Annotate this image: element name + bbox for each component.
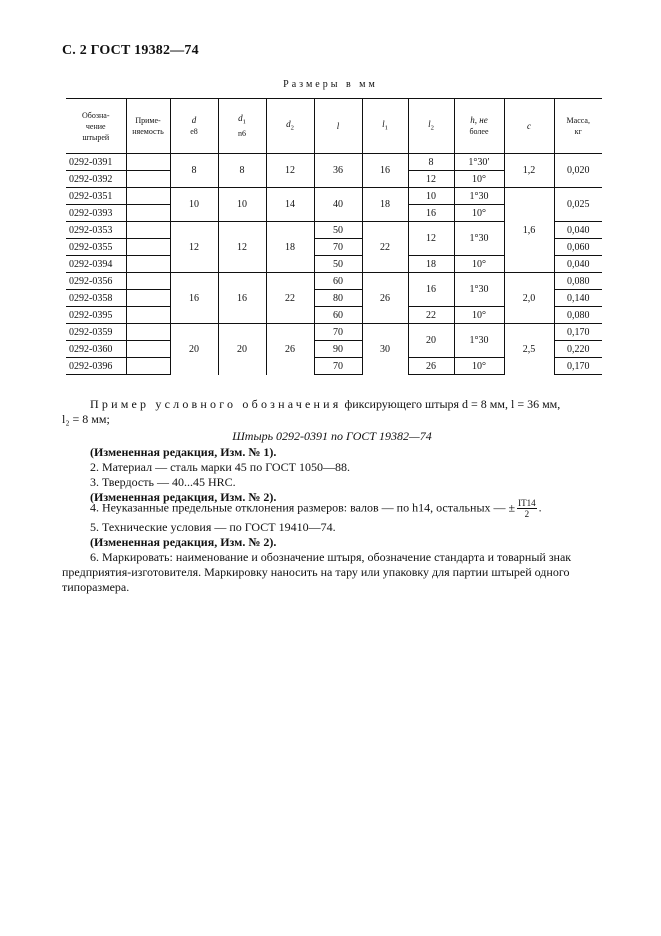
note-4-end: .: [538, 500, 542, 515]
cell-l: 50: [314, 222, 362, 239]
cell-c: 1,2: [504, 154, 554, 188]
page-header: С. 2 ГОСТ 19382—74: [62, 43, 199, 58]
cell-mass: 0,170: [554, 324, 602, 341]
cell-d1: 12: [218, 222, 266, 273]
note-5: 5. Технические условия — по ГОСТ 19410—74.: [90, 520, 336, 534]
example-designation: Штырь 0292-0391 по ГОСТ 19382—74: [232, 429, 432, 443]
cell-h: 10°: [454, 171, 504, 188]
cell-mass: 0,220: [554, 341, 602, 358]
cell-l2: 8: [408, 154, 454, 171]
cell-h: 10°: [454, 358, 504, 375]
cell-l: 50: [314, 256, 362, 273]
cell-l2: 12: [408, 222, 454, 256]
cell-d2: 18: [266, 222, 314, 273]
cell-l: 40: [314, 188, 362, 222]
cell-l: 70: [314, 358, 362, 375]
cell-code: 0292-0351: [66, 188, 126, 205]
cell-code: 0292-0394: [66, 256, 126, 273]
col-header-mass: Масса, кг: [554, 99, 602, 154]
cell-applicability: [126, 188, 170, 205]
cell-l: 70: [314, 239, 362, 256]
cell-c: 1,6: [504, 188, 554, 273]
cell-mass: 0,025: [554, 188, 602, 222]
cell-h: 1°30: [454, 222, 504, 256]
example-block: [90, 397, 602, 412]
table-caption: Размеры в мм: [283, 79, 378, 90]
example-rest: фиксирующего штыря d = 8 мм, l = 36 мм,: [341, 397, 561, 411]
cell-l2: 16: [408, 205, 454, 222]
cell-l1: 16: [362, 154, 408, 188]
cell-l: 80: [314, 290, 362, 307]
fraction: [517, 498, 537, 519]
edit-note-2: (Измененная редакция, Изм. № 2).: [90, 490, 277, 504]
cell-l2: 10: [408, 188, 454, 205]
cell-d: 20: [170, 324, 218, 375]
cell-d2: 22: [266, 273, 314, 324]
cell-l: 60: [314, 273, 362, 290]
cell-l2: 12: [408, 171, 454, 188]
notes-block-2: [90, 520, 602, 550]
fraction-numerator: IT14: [518, 498, 536, 508]
cell-d: 10: [170, 188, 218, 222]
cell-mass: 0,060: [554, 239, 602, 256]
cell-mass: 0,080: [554, 273, 602, 290]
cell-applicability: [126, 154, 170, 171]
cell-l1: 26: [362, 273, 408, 324]
cell-l1: 30: [362, 324, 408, 375]
col-header-applicability: Приме- няемость: [126, 99, 170, 154]
cell-code: 0292-0356: [66, 273, 126, 290]
cell-code: 0292-0359: [66, 324, 126, 341]
cell-h: 1°30′: [454, 154, 504, 171]
cell-applicability: [126, 341, 170, 358]
fraction-denominator: 2: [524, 509, 530, 519]
cell-d1: 16: [218, 273, 266, 324]
cell-applicability: [126, 256, 170, 273]
edit-note-3: (Измененная редакция, Изм. № 2).: [90, 535, 277, 549]
cell-applicability: [126, 307, 170, 324]
cell-d: 16: [170, 273, 218, 324]
table-header-row: [66, 99, 602, 154]
cell-l1: 18: [362, 188, 408, 222]
cell-l1: 22: [362, 222, 408, 273]
col-header-d: d e8: [170, 99, 218, 154]
col-header-designation: Обозна- чение штырей: [66, 99, 126, 154]
edit-note-1: (Измененная редакция, Изм. № 1).: [90, 445, 277, 459]
col-header-h: h, не более: [454, 99, 504, 154]
cell-applicability: [126, 222, 170, 239]
col-header-d2: $d_2$: [266, 99, 314, 154]
cell-d1: 8: [218, 154, 266, 188]
cell-mass: 0,140: [554, 290, 602, 307]
note-4: [90, 498, 602, 519]
cell-h: 1°30: [454, 324, 504, 358]
cell-mass: 0,040: [554, 222, 602, 239]
col-header-d1: $d_1$ n6: [218, 99, 266, 154]
col-header-c: c: [504, 99, 554, 154]
table-row: [66, 154, 602, 171]
cell-h: 1°30: [454, 188, 504, 205]
cell-h: 1°30: [454, 273, 504, 307]
table-row: [66, 273, 602, 290]
cell-code: 0292-0392: [66, 171, 126, 188]
cell-d: 12: [170, 222, 218, 273]
cell-applicability: [126, 171, 170, 188]
cell-code: 0292-0360: [66, 341, 126, 358]
cell-d1: 10: [218, 188, 266, 222]
example-label: Пример условного обозначения: [90, 397, 342, 411]
cell-l2: 26: [408, 358, 454, 375]
cell-l2: 18: [408, 256, 454, 273]
col-header-l: l: [314, 99, 362, 154]
example-line: [90, 397, 602, 412]
cell-applicability: [126, 205, 170, 222]
cell-applicability: [126, 358, 170, 375]
cell-l: 90: [314, 341, 362, 358]
cell-code: 0292-0358: [66, 290, 126, 307]
cell-code: 0292-0393: [66, 205, 126, 222]
cell-c: 2,5: [504, 324, 554, 375]
note-4-text: 4. Неуказанные предельные отклонения размеров: валов — по h14, остальных — ±: [90, 500, 516, 515]
cell-l: 36: [314, 154, 362, 188]
cell-mass: 0,170: [554, 358, 602, 375]
cell-d2: 26: [266, 324, 314, 375]
notes-block: [90, 445, 602, 505]
cell-l2: 16: [408, 273, 454, 307]
cell-code: 0292-0353: [66, 222, 126, 239]
cell-mass: 0,080: [554, 307, 602, 324]
note-3: 3. Твердость — 40...45 HRC.: [90, 475, 236, 489]
cell-applicability: [126, 324, 170, 341]
cell-code: 0292-0395: [66, 307, 126, 324]
cell-code: 0292-0391: [66, 154, 126, 171]
note-2: 2. Материал — сталь марки 45 по ГОСТ 1050—88.: [90, 460, 351, 474]
cell-l: 70: [314, 324, 362, 341]
col-header-l1: $l_1$: [362, 99, 408, 154]
dimensions-table: [66, 98, 602, 375]
col-header-l2: $l_2$: [408, 99, 454, 154]
cell-applicability: [126, 290, 170, 307]
table-row: [66, 188, 602, 205]
example-l2: l₂ = 8 мм;: [62, 412, 110, 426]
cell-applicability: [126, 273, 170, 290]
cell-l2: 22: [408, 307, 454, 324]
cell-code: 0292-0355: [66, 239, 126, 256]
cell-mass: 0,020: [554, 154, 602, 188]
table-row: [66, 324, 602, 341]
cell-l: 60: [314, 307, 362, 324]
cell-h: 10°: [454, 307, 504, 324]
cell-code: 0292-0396: [66, 358, 126, 375]
cell-l2: 20: [408, 324, 454, 358]
example-line-2: [62, 412, 602, 427]
cell-d2: 12: [266, 154, 314, 188]
cell-h: 10°: [454, 205, 504, 222]
cell-d1: 20: [218, 324, 266, 375]
note-6: 6. Маркировать: наименование и обозначение штыря, обозначение стандарта и товарный знак предприятия-изготовителя. Маркировку наносить на тару или упаковку для партии штырей одного типоразмера.: [62, 550, 572, 594]
cell-mass: 0,040: [554, 256, 602, 273]
cell-applicability: [126, 239, 170, 256]
cell-h: 10°: [454, 256, 504, 273]
cell-d2: 14: [266, 188, 314, 222]
cell-d: 8: [170, 154, 218, 188]
cell-c: 2,0: [504, 273, 554, 324]
